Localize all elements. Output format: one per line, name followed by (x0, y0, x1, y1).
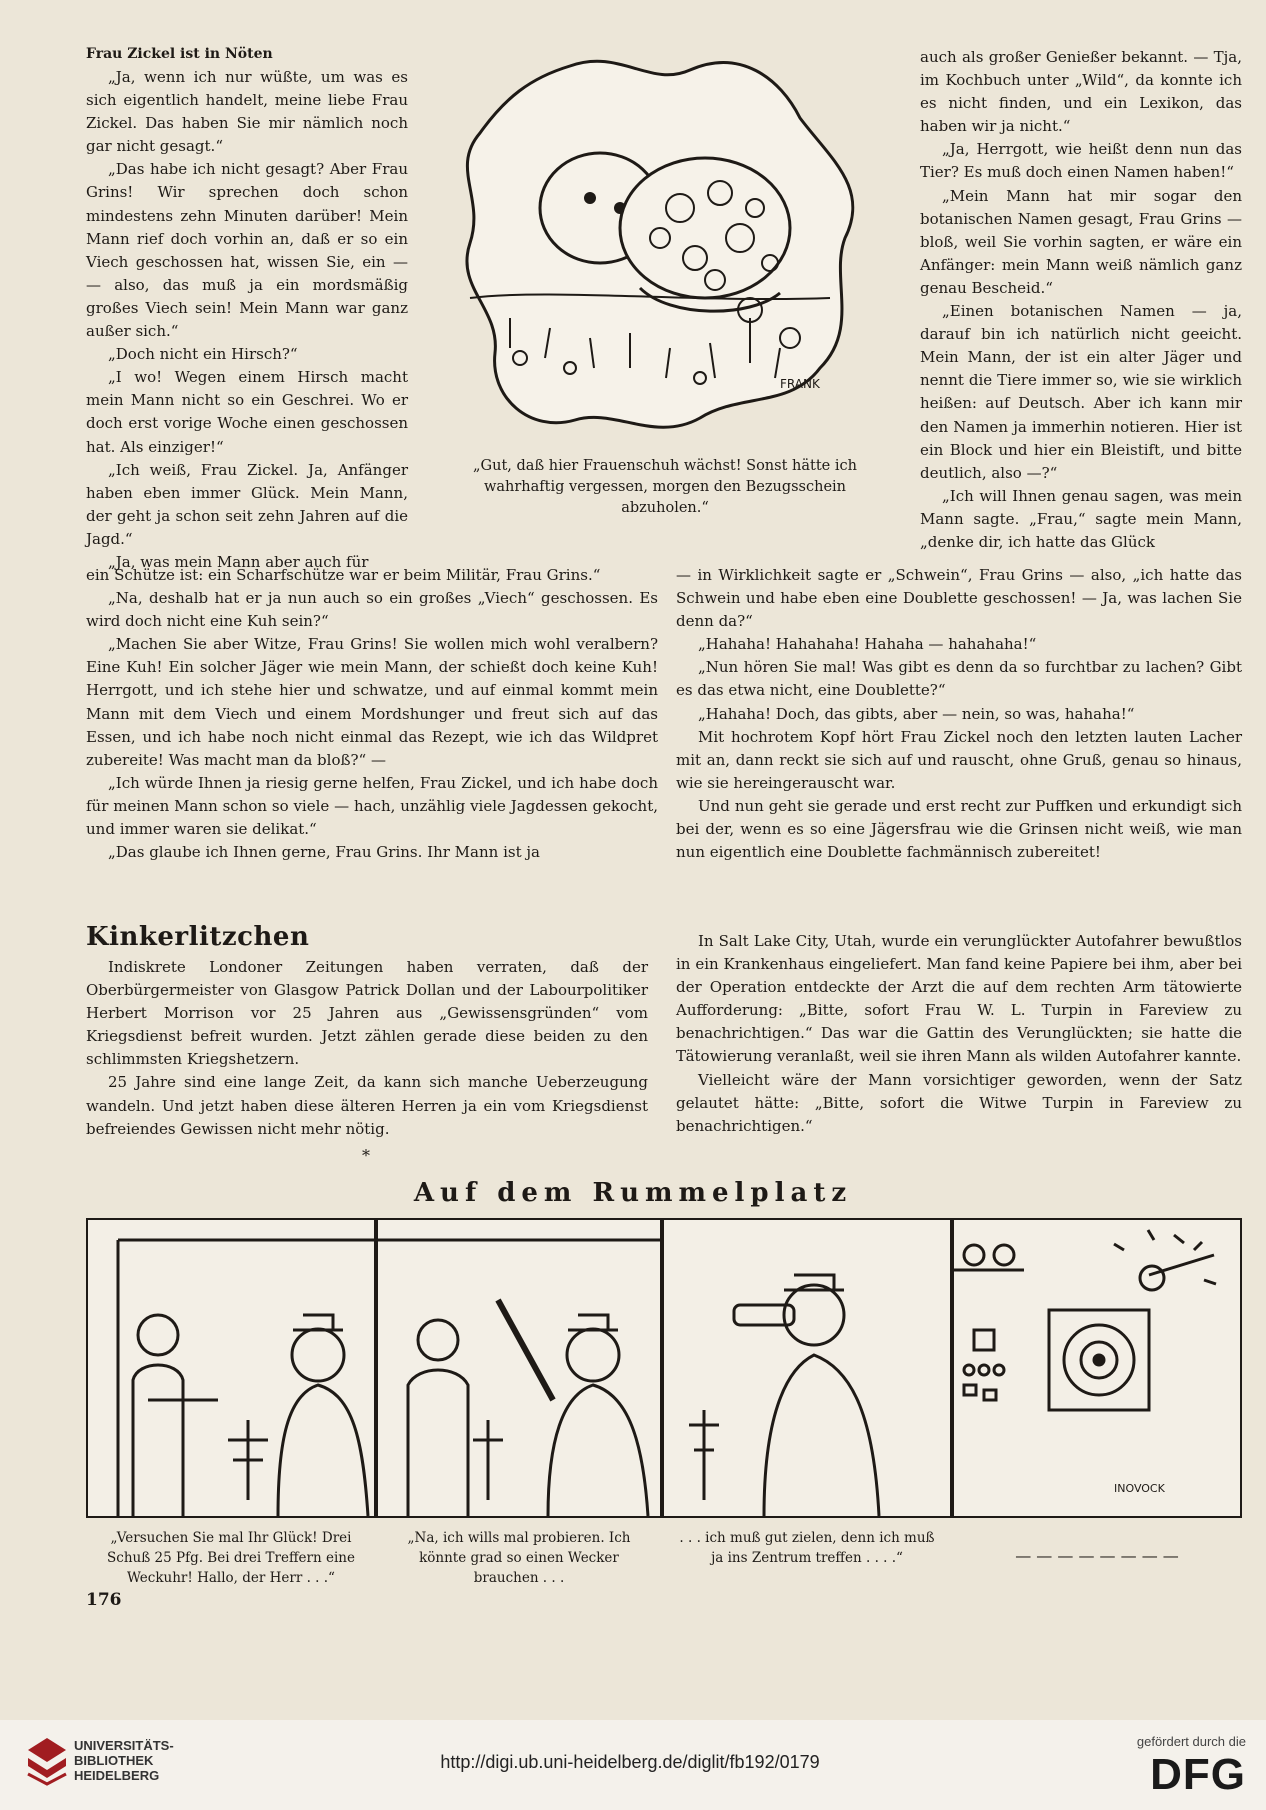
story-left-wide-column (86, 564, 658, 864)
kinker-paragraph: Indiskrete Londoner Zeitungen haben verraten, daß der Oberbürgermeister von Glasgow Patrick Dollan und der Labourpolitiker Herbert Morrison vor 25 Jahren aus „Gewissensgründen“ vom Kriegsdienst befreit wurden. Jetzt zählen gerade diese beiden zu den schlimmsten Kriegshetzern. (86, 958, 648, 1069)
library-line: UNIVERSITÄTS- (74, 1738, 174, 1753)
story-heading: Frau Zickel ist in Nöten (86, 46, 273, 62)
library-logo-icon (26, 1736, 68, 1786)
story-paragraph: ein Schütze ist: ein Scharfschütze war er beim Militär, Frau Grins.“ (86, 566, 601, 584)
comic-caption-4: — — — — — — — — (1015, 1546, 1179, 1565)
comic-panel-1 (86, 1218, 376, 1518)
story-paragraph: Mit hochrotem Kopf hört Frau Zickel noch den letzten lauten Lacher mit an, dann reckt sie sich auf und rauscht, ohne Gruß, genau so hinaus, wie sie hereingerauscht war. (676, 727, 1242, 792)
story-paragraph: „Ja, Herrgott, wie heißt denn nun das Tier? Es muß doch einen Namen haben!“ (920, 140, 1242, 182)
comic-caption-3: . . . ich muß gut zielen, denn ich muß ja ins Zentrum treffen . . . .“ (679, 1530, 935, 1566)
story-paragraph: „Ich weiß, Frau Zickel. Ja, Anfänger haben eben immer Glück. Mein Mann, der geht ja schon seit zehn Jahren auf die Jagd.“ (86, 460, 408, 548)
footer-bar (0, 1720, 1266, 1810)
comic-caption-1: „Versuchen Sie mal Ihr Glück! Drei Schuß 25 Pfg. Bei drei Treffern eine Weckuhr! Hallo, der Herr . . .“ (107, 1530, 355, 1586)
separator-star: * (362, 1146, 370, 1165)
kinker-paragraph: 25 Jahre sind eine lange Zeit, da kann sich manche Ueberzeugung wandeln. Und jetzt haben diese älteren Herren ja ein vom Kriegsdienst befreiendes Gewissen nicht mehr nötig. (86, 1073, 648, 1138)
cartoon-caption: „Gut, daß hier Frauenschuh wächst! Sonst hätte ich wahrhaftig vergessen, morgen den Bezugsschein abzuholen.“ (473, 458, 857, 516)
story-paragraph: „Doch nicht ein Hirsch?“ (108, 345, 298, 364)
cartoon-signature: FRANK (780, 377, 820, 391)
dfg-logo: DFG (1150, 1750, 1246, 1799)
story-paragraph: „Das habe ich nicht gesagt? Aber Frau Grins! Wir sprechen doch schon mindestens zehn Minuten darüber! Mein Mann rief doch vorhin an, daß er so ein Viech geschossen hat, wissen Sie, ein — — also, das muß ja ein mordsmäßig großes Viech sein! Mein Mann war ganz außer sich.“ (86, 160, 408, 341)
story-paragraph: „Ich will Ihnen genau sagen, was mein Mann sagte. „Frau,“ sagte mein Mann, „denke dir, ich hatte das Glück (920, 486, 1242, 551)
story-paragraph: — in Wirklichkeit sagte er „Schwein“, Frau Grins — also, „ich hatte das Schwein und habe eben eine Doublette geschossen! — Ja, was lachen Sie denn da?“ (676, 566, 1242, 631)
story-paragraph: „Hahaha! Doch, das gibts, aber — nein, so was, hahaha!“ (698, 704, 1135, 723)
comic-panel-2 (376, 1218, 662, 1518)
kinker-left-column (86, 956, 648, 1141)
story-right-column (920, 46, 1242, 554)
library-name (74, 1738, 174, 1783)
library-line: HEIDELBERG (74, 1768, 160, 1783)
story-paragraph: auch als großer Genießer bekannt. — Tja, im Kochbuch unter „Wild“, da konnte ich es nicht finden, und ein Lexikon, das haben wir ja nicht.“ (920, 48, 1242, 136)
funding-note: gefördert durch die (1136, 1734, 1246, 1749)
story-paragraph: „Ja, was mein Mann aber auch für (108, 552, 369, 571)
story-paragraph: „Ich würde Ihnen ja riesig gerne helfen, Frau Zickel, und ich habe doch für meinen Mann schon so viele — hach, unzählig viele Jagdessen gekocht, und immer waren sie delikat.“ (86, 773, 658, 839)
kinker-right-column (676, 930, 1242, 1138)
story-paragraph: „Mein Mann hat mir sogar den botanischen Namen gesagt, Frau Grins — bloß, weil Sie vorhin sagten, er wäre ein Anfänger: mein Mann weiß nämlich ganz genau Bescheid.“ (920, 186, 1242, 297)
story-paragraph: „Hahaha! Hahahaha! Hahaha — hahahaha!“ (698, 635, 1037, 654)
story-paragraph: „Einen botanischen Namen — ja, darauf bin ich natürlich nicht geeicht. Mein Mann, der ist ein alter Jäger und nennt die Tiere immer so, wie sie wirklich heißen: auf Deutsch. Aber ich kann mir den Namen ja immerhin notieren. Hier ist ein Block und hier ein Bleistift, und bitte deutlich, also —?“ (920, 302, 1242, 482)
comic-panel-4 (952, 1218, 1242, 1518)
page-number: 176 (86, 1590, 122, 1610)
story-left-column (86, 66, 408, 574)
story-paragraph: Und nun geht sie gerade und erst recht zur Puffken und erkundigt sich bei der, wenn es so eine Jägersfrau wie die Grinsen nicht weiß, wie man nun eigentlich eine Doublette fachmännisch zubereitet! (676, 796, 1242, 862)
comic-signature: INOVOCK (1114, 1482, 1165, 1495)
comic-panel-3 (662, 1218, 952, 1518)
story-right-wide-column (676, 564, 1242, 864)
comic-title: Auf dem Rummelplatz (413, 1178, 853, 1208)
story-paragraph: „Das glaube ich Ihnen gerne, Frau Grins. Ihr Mann ist ja (108, 843, 540, 862)
kinker-heading: Kinkerlitzchen (86, 922, 310, 952)
kinker-paragraph: Vielleicht wäre der Mann vorsichtiger geworden, wenn der Satz gelautet hätte: „Bitte, sofort die Witwe Turpin in Fareview zu benachrichtigen.“ (676, 1070, 1242, 1135)
story-paragraph: „Na, deshalb hat er ja nun auch so ein großes „Viech“ geschossen. Es wird doch nicht eine Kuh sein?“ (86, 589, 658, 631)
source-url-link[interactable]: http://digi.ub.uni-heidelberg.de/diglit/fb192/0179 (440, 1752, 820, 1772)
story-paragraph: „Nun hören Sie mal! Was gibt es denn da so furchtbar zu lachen? Gibt es das etwa nicht, eine Doublette?“ (676, 658, 1242, 700)
kinker-paragraph: In Salt Lake City, Utah, wurde ein verunglückter Autofahrer bewußtlos in ein Krankenhaus eingeliefert. Man fand keine Papiere bei ihm, aber bei der Operation entdeckte der Arzt die auf dem rechten Arm tätowierte Aufforderung: „Bitte, sofort Frau W. L. Turpin in Fareview zu benachrichtigen.“ Das war die Gattin des Verunglückten; sie hatte die Tätowierung veranlaßt, weil sie ihren Mann als wilden Autofahrer kannte. (676, 932, 1242, 1066)
library-line: BIBLIOTHEK (74, 1753, 154, 1768)
comic-caption-2: „Na, ich wills mal probieren. Ich könnte grad so einen Wecker brauchen . . . (407, 1530, 631, 1586)
story-paragraph: „Machen Sie aber Witze, Frau Grins! Sie wollen mich wohl veralbern? Eine Kuh! Ein solcher Jäger wie mein Mann, der schießt doch keine Kuh! Herrgott, und ich stehe hier und schwatze, und auf einmal kommt mein Mann mit dem Viech und einem Mordshunger und freut sich auf das Essen, und ich habe noch nicht einmal das Rezept, wie ich das Wildpret zubereite! Was macht man da bloß?“ — (86, 635, 658, 769)
flower-cartoon (450, 48, 870, 448)
story-paragraph: „Ja, wenn ich nur wüßte, um was es sich eigentlich handelt, meine liebe Frau Zickel. Das haben Sie mir nämlich noch gar nicht gesagt.“ (86, 68, 408, 156)
story-paragraph: „I wo! Wegen einem Hirsch macht mein Mann nicht so ein Geschrei. Wo er doch erst vorige Woche einen geschossen hat. Als einziger!“ (86, 368, 408, 456)
